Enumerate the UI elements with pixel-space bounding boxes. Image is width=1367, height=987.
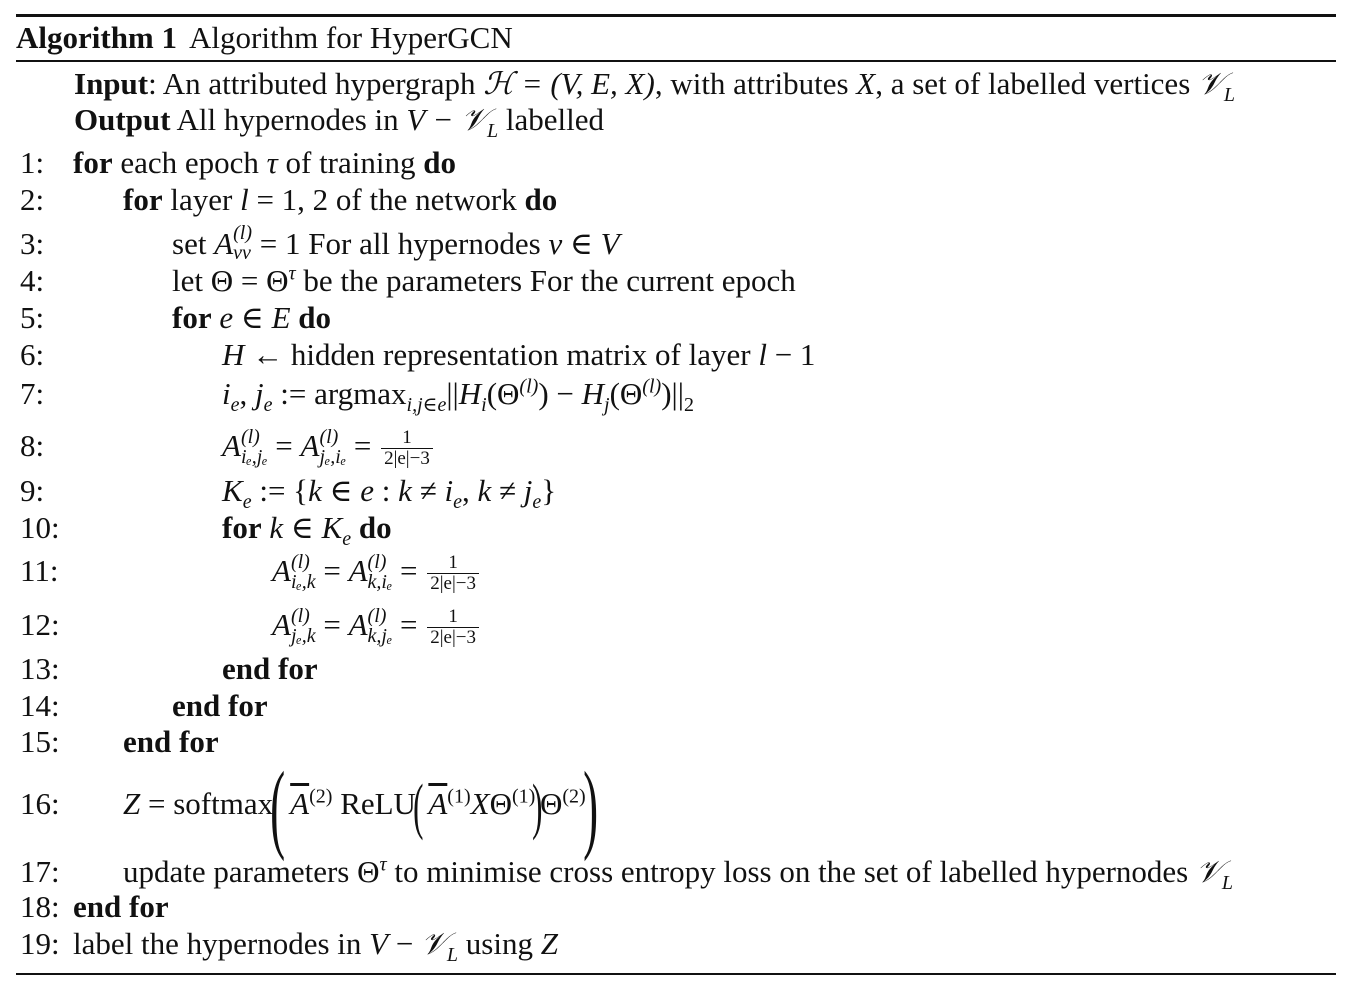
subscript: L (487, 120, 499, 143)
algorithm-caption (16, 18, 513, 58)
input-attributes-math: X (856, 66, 876, 101)
subscript: e (242, 491, 252, 514)
fraction (427, 553, 479, 594)
math: i (444, 473, 454, 508)
line-text: label the hypernodes in (73, 926, 370, 961)
math: Z (540, 926, 558, 961)
line-text: ∈ (233, 300, 272, 335)
line-number: 10: (20, 510, 60, 545)
line-text: = (346, 428, 380, 463)
right-paren: ) (582, 750, 598, 862)
line-text: Θ (489, 786, 512, 821)
output-text: labelled (498, 102, 605, 137)
numerator: 1 (381, 428, 433, 449)
output-text: All hypernodes in (170, 102, 407, 137)
top-rule (16, 14, 1336, 17)
keyword: for (123, 182, 163, 217)
math: τ (266, 145, 278, 180)
math: A (222, 428, 241, 463)
line-text: update parameters Θ (123, 854, 380, 889)
line-text: = 1 For all hypernodes (252, 226, 549, 261)
line-number: 15: (20, 724, 60, 759)
line-text: (Θ (486, 376, 520, 411)
line-number: 17: (20, 854, 60, 889)
line-text: : (374, 473, 399, 508)
math: H (458, 376, 482, 411)
superscript: (l) (319, 425, 339, 448)
subscript: L (1221, 872, 1233, 895)
math: e (211, 300, 234, 335)
denominator: 2|e|−3 (384, 448, 430, 470)
line-number: 8: (20, 428, 45, 463)
math: A (272, 553, 291, 588)
subscript: e (263, 394, 273, 417)
math: k (477, 473, 492, 508)
math: H (222, 337, 245, 372)
input-line (74, 66, 1235, 107)
keyword: do (290, 300, 331, 335)
line-text: := { (251, 473, 309, 508)
line-text: , (239, 376, 256, 411)
numerator: 1 (427, 607, 479, 628)
labelled-vertices-math: 𝒱 (1198, 66, 1224, 102)
subscript: jₑ,iₑ (319, 445, 347, 468)
line-number: 7: (20, 376, 45, 411)
numerator: 1 (427, 553, 479, 574)
keyword: end for (222, 651, 318, 686)
algorithm-label: Algorithm 1 (16, 20, 178, 55)
keyword: do (423, 145, 456, 180)
math: X (470, 786, 490, 821)
math: l (758, 337, 767, 372)
keyword: do (351, 510, 392, 545)
line-text: )|| (661, 376, 684, 411)
math: k (308, 473, 322, 508)
keyword: end for (73, 889, 169, 924)
math: i (222, 376, 231, 411)
fraction (427, 607, 479, 648)
denominator: 2|e|−3 (430, 573, 476, 595)
keyword: end for (123, 724, 219, 759)
line-number: 16: (20, 786, 60, 821)
input-text: , a set of labelled vertices (875, 66, 1199, 101)
superscript: (l) (642, 375, 662, 398)
line-text: ReLU (332, 786, 416, 821)
keyword: for (222, 510, 262, 545)
line-text: ∈ (283, 510, 322, 545)
output-label: Output (74, 102, 171, 137)
line-number: 19: (20, 926, 60, 961)
fraction (381, 428, 433, 469)
subscript: vv (233, 241, 251, 264)
math: H (581, 376, 605, 411)
line-number: 5: (20, 300, 45, 335)
input-text: : An attributed hypergraph (148, 66, 484, 101)
line-text: Θ (539, 786, 563, 821)
bottom-rule (16, 973, 1336, 975)
superscript: (2) (562, 785, 586, 808)
line-text: = softmax (140, 786, 274, 821)
superscript: (1) (511, 785, 536, 808)
input-text: , with attributes (654, 66, 857, 101)
subscript: L (1223, 84, 1235, 107)
left-paren: ( (413, 772, 424, 841)
line-text: − 1 (766, 337, 816, 372)
line-number: 18: (20, 889, 60, 924)
math: j (255, 376, 264, 411)
line-text: of training (277, 145, 424, 180)
line-number: 4: (20, 263, 45, 298)
math: j (523, 473, 533, 508)
line-number: 3: (20, 226, 45, 261)
keyword: for (73, 145, 113, 180)
math: A (348, 553, 368, 588)
line-text: each epoch (112, 145, 267, 180)
superscript: (l) (367, 604, 387, 627)
subscript: iₑ,jₑ (240, 445, 268, 468)
line-text: = (267, 428, 301, 463)
math: $\overline{A}$ (290, 786, 310, 821)
caption-rule (16, 60, 1336, 62)
subscript: i (481, 394, 487, 417)
line-text: = 1, 2 of the network (248, 182, 525, 217)
superscript: (l) (367, 550, 387, 573)
input-label: Input (74, 66, 149, 101)
line-text: := argmax (272, 376, 407, 411)
math: V (369, 926, 389, 961)
math: A (300, 428, 320, 463)
math: A (348, 607, 368, 642)
line-text: layer (162, 182, 241, 217)
subscript: L (446, 944, 459, 967)
math: Z (123, 786, 141, 821)
line-number: 13: (20, 651, 60, 686)
superscript: τ (379, 853, 387, 876)
line-text: ≠ (491, 473, 524, 508)
line-number: 14: (20, 688, 60, 723)
subscript: i,j∈e (406, 394, 447, 417)
line-number: 12: (20, 607, 60, 642)
line-number: 9: (20, 473, 45, 508)
keyword: for (172, 300, 212, 335)
line-text: ) − (538, 376, 582, 411)
line-text: using (458, 926, 541, 961)
line-text: = (392, 607, 426, 642)
keyword: do (524, 182, 558, 217)
math: K (222, 473, 243, 508)
line-number: 2: (20, 182, 45, 217)
math: 𝒱 (1195, 854, 1222, 890)
math: V (600, 226, 620, 261)
line-text: = (315, 607, 349, 642)
superscript: (l) (519, 375, 539, 398)
superscript: (1) (447, 785, 471, 808)
line-text: } (541, 473, 557, 508)
math: $\overline{A}$ (428, 786, 448, 821)
math: e (360, 473, 375, 508)
math: k (398, 473, 412, 508)
math: v (548, 226, 563, 261)
line-text: − (388, 926, 422, 961)
subscript: e (532, 491, 542, 514)
math: l (240, 182, 249, 217)
subscript: 2 (683, 394, 694, 417)
superscript: (l) (233, 221, 253, 244)
input-hypergraph-math: ℋ = (V, E, X) (483, 66, 655, 101)
subscript: e (230, 394, 240, 417)
math: A (214, 226, 234, 261)
line-text: let Θ = Θ (172, 263, 289, 298)
line-number: 6: (20, 337, 45, 372)
line-text: set (172, 226, 215, 261)
subscript: j (604, 394, 610, 417)
subscript: iₑ,k (290, 570, 316, 593)
math: 𝒱 (421, 926, 447, 962)
math: k (261, 510, 284, 545)
math: A (272, 607, 291, 642)
math: K (321, 510, 343, 545)
line-text: (Θ (609, 376, 643, 411)
keyword: end for (172, 688, 268, 723)
output-line (74, 102, 605, 143)
line-number: 11: (20, 553, 59, 588)
algorithm-title: Algorithm for HyperGCN (189, 20, 513, 55)
line-text: || (446, 376, 459, 411)
line-text: be the parameters For the current epoch (295, 263, 796, 298)
line-text: to minimise cross entropy loss on the set of labelled hypernodes (386, 854, 1196, 889)
right-paren: ) (532, 772, 543, 841)
line-text: ≠ (411, 473, 445, 508)
superscript: (l) (290, 604, 310, 627)
subscript: k,iₑ (367, 570, 393, 593)
superscript: (2) (309, 785, 333, 808)
output-math: V − 𝒱 (406, 102, 488, 137)
line-text: = (315, 553, 349, 588)
superscript: (l) (290, 550, 310, 573)
subscript: e (453, 491, 462, 514)
left-paren: ( (270, 750, 286, 862)
math: E (271, 300, 291, 335)
superscript: τ (288, 262, 296, 285)
line-text: = (392, 553, 426, 588)
line-text: ∈ (321, 473, 361, 508)
line-text: , (461, 473, 478, 508)
line-text: ← hidden representation matrix of layer (244, 337, 759, 372)
superscript: (l) (240, 425, 260, 448)
denominator: 2|e|−3 (430, 627, 476, 649)
subscript: k,jₑ (367, 624, 393, 647)
subscript: jₑ,k (290, 624, 316, 647)
line-number: 1: (20, 145, 45, 180)
subscript: e (342, 528, 352, 551)
line-text: ∈ (562, 226, 601, 261)
